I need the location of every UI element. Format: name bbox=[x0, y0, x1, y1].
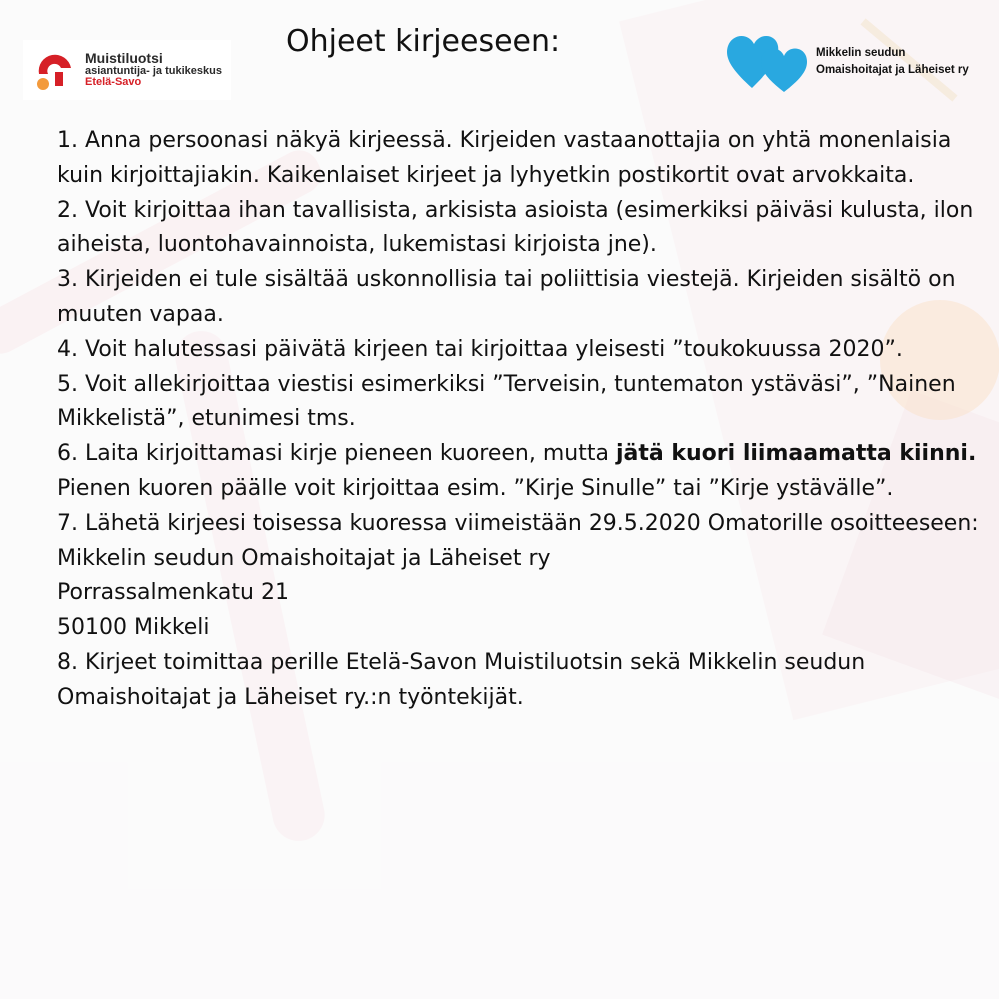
instructions-body bbox=[57, 124, 987, 716]
instruction-emphasis: jätä kuori liimaamatta kiinni. bbox=[615, 441, 977, 467]
instruction-item: 5. Voit allekirjoittaa viestisi esimerkiksi ”Terveisin, tuntematon ystäväsi”, ”Nainen Mikkelistä”, etunimesi tms. bbox=[57, 371, 956, 432]
instruction-item: 4. Voit halutessasi päivätä kirjeen tai kirjoittaa yleisesti ”toukokuussa 2020”. bbox=[57, 336, 903, 362]
right-logo-line-2: Omaishoitajat ja Läheiset ry bbox=[816, 64, 969, 76]
instruction-item: 8. Kirjeet toimittaa perille Etelä-Savon Muistiluotsin sekä Mikkelin seudun Omaishoitajat ja Läheiset ry.:n työntekijät. bbox=[57, 649, 866, 710]
logo-line-2: asiantuntija- ja tukikeskus bbox=[85, 64, 222, 77]
instruction-item: 1. Anna persoonasi näkyä kirjeessä. Kirjeiden vastaanottajia on yhtä monenlaisia kuin kirjoittajiakin. Kaikenlaiset kirjeet ja lyhyetkin postikortit ovat arvokkaita. bbox=[57, 128, 952, 188]
address-line: Porrassalmenkatu 21 bbox=[57, 580, 289, 606]
instruction-item: 7. Lähetä kirjeesi toisessa kuoressa viimeistään 29.5.2020 Omatorille osoitteeseen: bbox=[57, 510, 979, 536]
instruction-item: 2. Voit kirjoittaa ihan tavallisista, arkisista asioista (esimerkiksi päiväsi kulusta, ilon aiheista, luontohavainnoista, lukemistasi kirjoista jne). bbox=[57, 197, 974, 258]
instruction-item: 3. Kirjeiden ei tule sisältää uskonnollisia tai poliittisia viestejä. Kirjeiden sisältö on muuten vapaa. bbox=[57, 267, 956, 327]
instruction-text: Pienen kuoren päälle voit kirjoittaa esim. ”Kirje Sinulle” tai ”Kirje ystävälle”. bbox=[57, 475, 894, 501]
logo-line-1: Muistiluotsi bbox=[85, 50, 163, 67]
muistiluotsi-logo-mark-icon bbox=[31, 46, 79, 94]
address-line: 50100 Mikkeli bbox=[57, 615, 210, 641]
muistiluotsi-logo bbox=[23, 40, 231, 100]
logo-line-3: Etelä-Savo bbox=[85, 76, 142, 89]
right-logo-line-1: Mikkelin seudun bbox=[816, 47, 906, 60]
instruction-text: 6. Laita kirjoittamasi kirje pieneen kuoreen, mutta bbox=[57, 441, 616, 467]
instruction-item bbox=[57, 437, 987, 507]
page-title: Ohjeet kirjeeseen: bbox=[286, 24, 561, 59]
address-line: Mikkelin seudun Omaishoitajat ja Läheiset ry bbox=[57, 545, 551, 571]
hearts-icon bbox=[722, 28, 810, 96]
omaishoitajat-logo bbox=[722, 28, 969, 96]
